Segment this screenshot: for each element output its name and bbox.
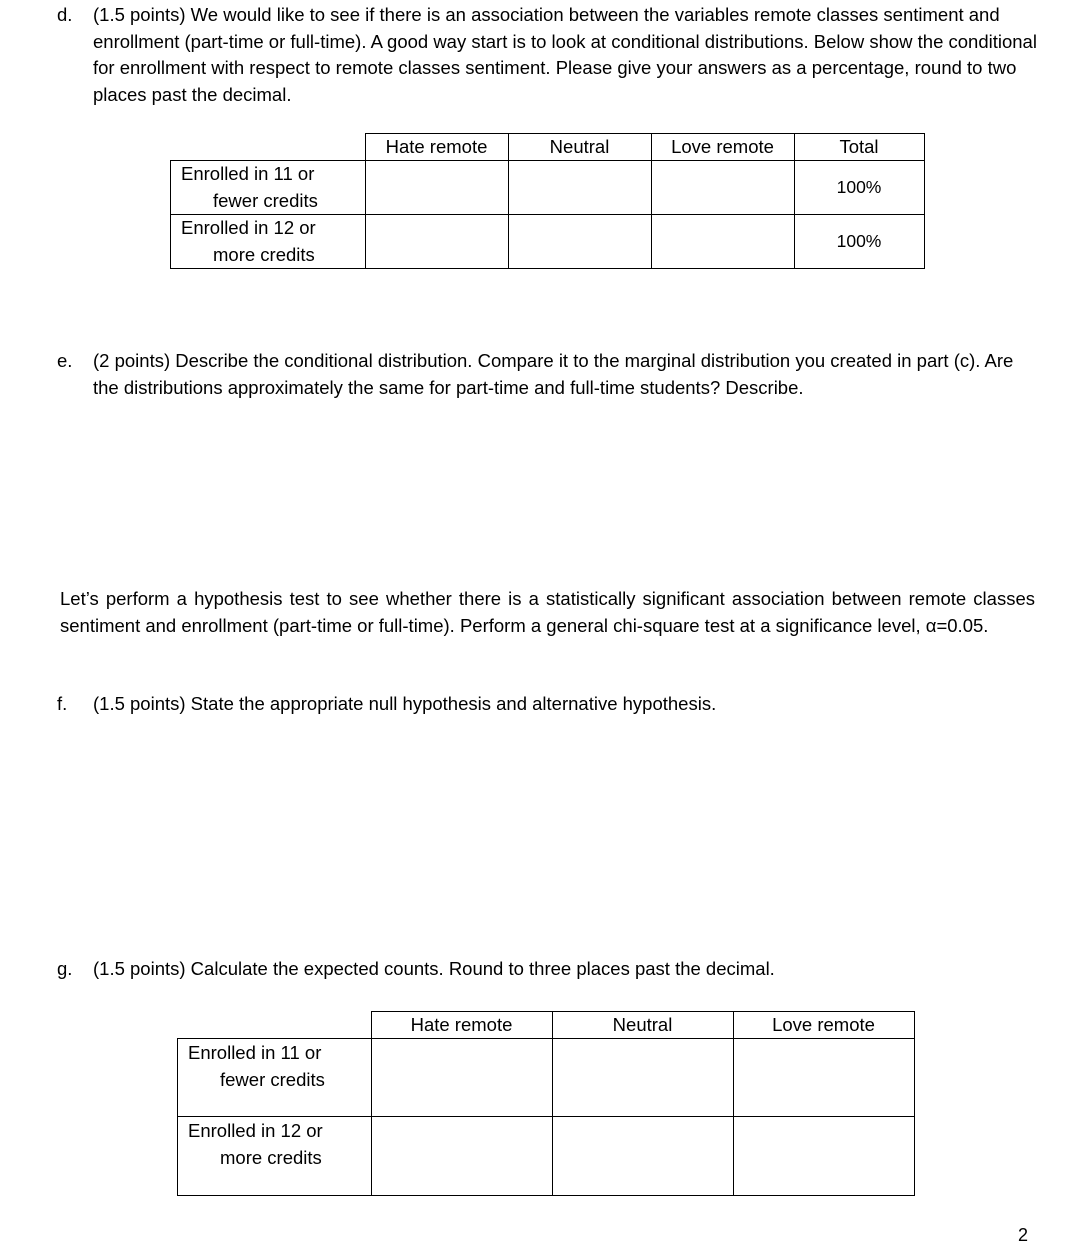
row-label-full-time [171, 215, 366, 269]
answer-cell[interactable] [371, 1117, 552, 1196]
question-g-letter: g. [57, 958, 73, 979]
row-label-line2: more credits [213, 243, 315, 265]
question-d [57, 2, 1047, 108]
expected-counts-table [177, 1011, 915, 1196]
conditional-distribution-table [170, 133, 925, 269]
row-label-line2: more credits [220, 1146, 322, 1168]
row-label-line2: fewer credits [213, 189, 318, 211]
answer-cell[interactable] [733, 1039, 914, 1117]
answer-cell[interactable] [651, 161, 794, 215]
header-neutral: Neutral [508, 134, 651, 161]
question-d-text: (1.5 points) We would like to see if there is an association between the variables remote classes sentiment and enrollment (part-time or full-time). A good way start is to look at conditional distributions. Below show the conditional for enrollment with respect to remote classes sentiment. Please give your answers as a percentage, round to two places past the decimal. [93, 4, 1037, 105]
answer-cell[interactable] [552, 1039, 733, 1117]
question-f-text: (1.5 points) State the appropriate null hypothesis and alternative hypothesis. [93, 693, 717, 714]
answer-cell[interactable] [651, 215, 794, 269]
row-label-line2: fewer credits [220, 1068, 325, 1090]
header-neutral: Neutral [552, 1012, 733, 1039]
row-label-full-time [178, 1117, 372, 1196]
header-love-remote: Love remote [733, 1012, 914, 1039]
question-g [57, 956, 1047, 983]
row-label-line1: Enrolled in 11 or [181, 163, 315, 184]
row-label-line1: Enrolled in 12 or [188, 1120, 323, 1141]
row-total: 100% [794, 215, 924, 269]
answer-cell[interactable] [365, 215, 508, 269]
row-label-part-time [171, 161, 366, 215]
row-label-line1: Enrolled in 11 or [188, 1042, 322, 1063]
table-corner [171, 134, 366, 161]
question-e [57, 348, 1017, 401]
question-e-letter: e. [57, 350, 73, 371]
answer-cell[interactable] [365, 161, 508, 215]
question-f-letter: f. [57, 693, 68, 714]
answer-cell[interactable] [733, 1117, 914, 1196]
row-label-line1: Enrolled in 12 or [181, 217, 316, 238]
page-number: 2 [1018, 1225, 1029, 1245]
intro-text: Let’s perform a hypothesis test to see whether there is a statistically significant association between remote classes sentiment and enrollment (part-time or full-time). Perform a general chi-square test at a significance level, α=0.05. [60, 588, 1035, 636]
hypothesis-test-intro [60, 586, 1035, 639]
question-e-text: (2 points) Describe the conditional distribution. Compare it to the marginal distribution you created in part (c). Are the distributions approximately the same for part-time and full-time students? Describe. [93, 350, 1014, 398]
answer-cell[interactable] [508, 161, 651, 215]
answer-cell[interactable] [508, 215, 651, 269]
answer-cell[interactable] [371, 1039, 552, 1117]
row-total: 100% [794, 161, 924, 215]
question-d-letter: d. [57, 4, 73, 25]
table-corner [178, 1012, 372, 1039]
header-love-remote: Love remote [651, 134, 794, 161]
header-hate-remote: Hate remote [365, 134, 508, 161]
row-label-part-time [178, 1039, 372, 1117]
header-hate-remote: Hate remote [371, 1012, 552, 1039]
question-f [57, 691, 1047, 718]
question-g-text: (1.5 points) Calculate the expected counts. Round to three places past the decimal. [93, 958, 775, 979]
header-total: Total [794, 134, 924, 161]
answer-cell[interactable] [552, 1117, 733, 1196]
